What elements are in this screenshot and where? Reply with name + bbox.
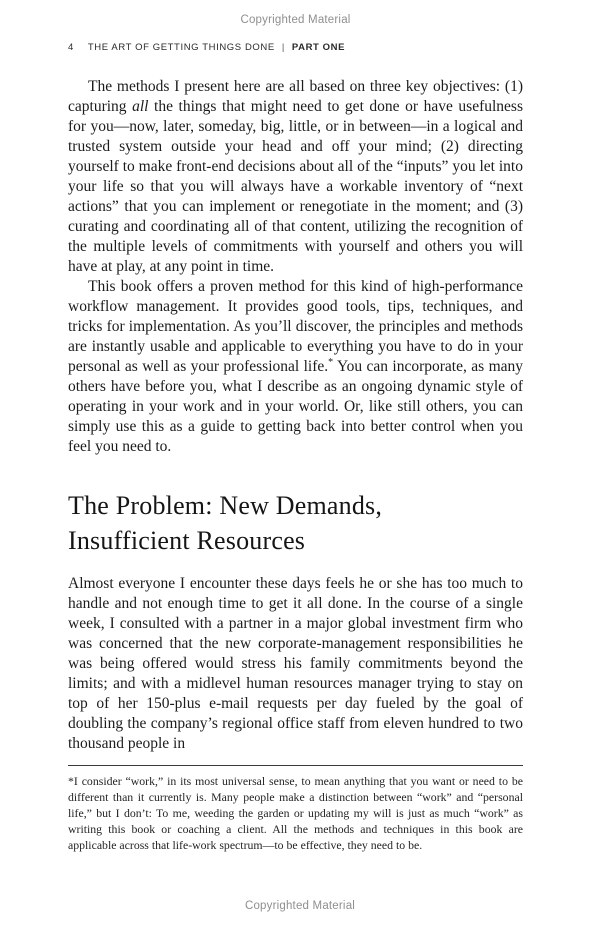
paragraph-2-text: This book offers a proven method for this kind of high-performance workflow management. It provides good tools, tips, techniques, and tricks for implementation. As you’ll discover, the principles and methods are instantly usable and applicable to everything you have to do in your personal as well as your professional life.	[68, 278, 523, 375]
page-number: 4	[68, 42, 74, 53]
header-separator: |	[281, 42, 285, 53]
copyright-notice-top: Copyrighted Material	[240, 14, 351, 26]
footnote-reference-asterisk: *	[328, 356, 334, 368]
paragraph-2-text-cont: You can incorporate, as many others have before you, what I describe as an ongoing dynamic style of operating in your work and in your world. Or, like still others, you can simply use this as a guide to getting back into better control when you feel you need to.	[68, 358, 524, 455]
paragraph-1-text-cont: the things that might need to get done or have usefulness for you—now, later, someday, big, little, or in between—in a logical and trusted system outside your head and off your mind; (2) directing yourself to make front-end decisions about all of the “inputs” you let into your life so that you will always have a workable inventory of “next actions” that you can implement or renegotiate in the moment; and (3) curating and coordinating all of that content, utilizing the recognition of the multiple levels of commitments with yourself and others you will have at play, at any point in time.	[68, 98, 523, 275]
section-heading-line-1: The Problem: New Demands,	[68, 491, 383, 520]
part-label: PART ONE	[291, 42, 346, 53]
footnote-block	[68, 765, 523, 853]
book-title: THE ART OF GETTING THINGS DONE	[87, 42, 275, 53]
section-heading-line-2: Insufficient Resources	[68, 526, 306, 555]
paragraph-1-text: The methods I present here are all based on three key objectives: (1) capturing	[68, 78, 523, 115]
paragraph-1	[68, 77, 523, 277]
paragraph-3: Almost everyone I encounter these days feels he or she has too much to handle and not enough time to get it all done. In the course of a single week, I consulted with a partner in a major global investment firm who was concerned that the new corporate-management responsibilities he was being offered would stress his family commitments beyond the limits; and with a midlevel human resources manager trying to stay on top of her 150-plus e-mail requests per day fueled by the goal of doubling the company’s regional office staff from eleven hundred to two thousand people in	[68, 575, 523, 752]
copyright-notice-bottom: Copyrighted Material	[244, 900, 356, 912]
body-text	[68, 77, 523, 853]
paragraph-2	[68, 277, 523, 457]
section-heading	[68, 488, 523, 558]
paragraph-1-italic: all	[132, 98, 149, 115]
running-header	[68, 42, 523, 53]
footnote-text: *I consider “work,” in its most universal sense, to mean anything that you want or need to be different than it currently is. Many people make a distinction between “work” and “personal life,” but I don’t: To me, weeding the garden or updating my will is just as much “work” as writing this book or coaching a client. All the methods and techniques in this book are applicable across that life-work spectrum—to be effective, they need to be.	[68, 774, 523, 852]
